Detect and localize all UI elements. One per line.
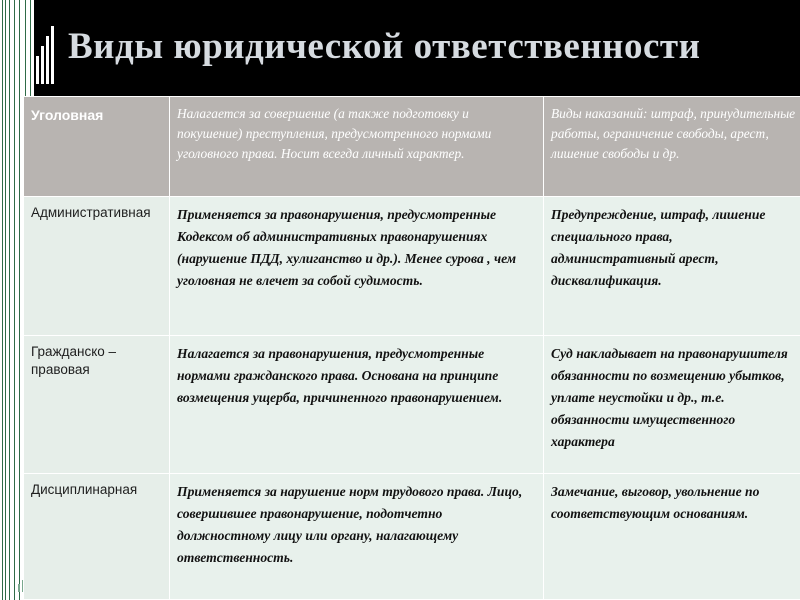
title-bar (34, 0, 800, 100)
liability-type-cell: Дисциплинарная (24, 474, 170, 600)
table-row (24, 97, 800, 197)
liability-type-cell: Гражданско – правовая (24, 336, 170, 474)
liability-types-table (23, 96, 800, 600)
table-row (24, 474, 800, 600)
sanctions-cell: Предупреждение, штраф, лишение специального права, административный арест, дисквалификация. (544, 197, 800, 336)
sanctions-cell: Суд накладывает на правонарушителя обязанности по возмещению убытков, уплате неустойки и др., т.е. обязанности имущественного характера (544, 336, 800, 474)
liability-type-cell: Уголовная (24, 97, 170, 197)
slide-title: Виды юридической ответственности (68, 26, 701, 67)
description-cell: Применяется за правонарушения, предусмотренные Кодексом об административных правонарушениях (нарушение ПДД, хулиганство и др.). Менее сурова , чем уголовная не влечет за собой судимость. (170, 197, 544, 336)
table-row (24, 336, 800, 474)
description-cell: Налагается за правонарушения, предусмотренные нормами гражданского права. Основана на принципе возмещения ущерба, причиненного правонарушением. (170, 336, 544, 474)
bars-decoration (36, 24, 60, 84)
sanctions-cell: Замечание, выговор, увольнение по соответствующим основаниям. (544, 474, 800, 600)
sanctions-cell: Виды наказаний: штраф, принудительные работы, ограничение свободы, арест, лишение свободы и др. (544, 97, 800, 197)
table-row (24, 197, 800, 336)
description-cell: Применяется за нарушение норм трудового права. Лицо, совершившее правонарушение, подотчетно должностному лицу или органу, налагающему ответственность. (170, 474, 544, 600)
liability-type-cell: Административная (24, 197, 170, 336)
description-cell: Налагается за совершение (а также подготовку и покушение) преступления, предусмотренного нормами уголовного права. Носит всегда личный характер. (170, 97, 544, 197)
